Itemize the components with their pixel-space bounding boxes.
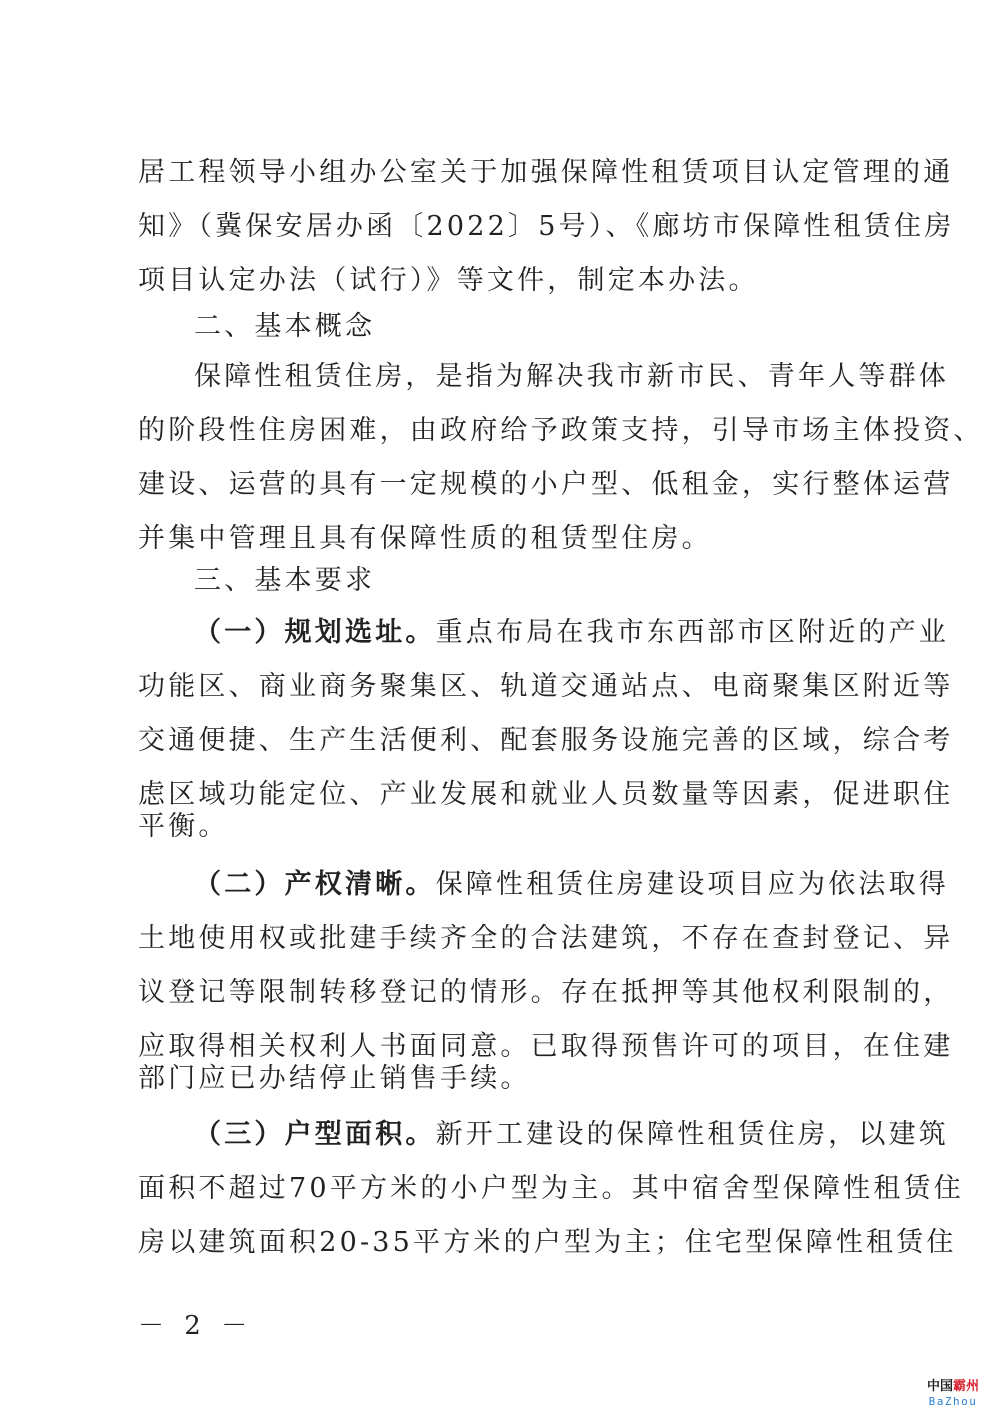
text-line: 并集中管理且具有保障性质的租赁型住房。 [138, 523, 712, 554]
text-line [138, 858, 950, 912]
watermark-chinese [918, 1379, 988, 1395]
item-text: 新开工建设的保障性租赁住房，以建筑 [435, 1119, 950, 1150]
item-text: 保障性租赁住房建设项目应为依法取得 [435, 869, 950, 900]
text-line: 知》（冀保安居办函〔2022〕5号）、《廊坊市保障性租赁住房 [138, 211, 955, 242]
paragraph-definition [138, 350, 984, 512]
text-line: 居工程领导小组办公室关于加强保障性租赁项目认定管理的通 [138, 157, 954, 188]
text-line [138, 1108, 950, 1162]
text-line: 建设、运营的具有一定规模的小户型、低租金，实行整体运营 [138, 469, 954, 500]
item-title: （三）户型面积。 [194, 1119, 436, 1150]
text-line: 面积不超过70平方米的小户型为主。其中宿舍型保障性租赁住 [138, 1173, 964, 1204]
text-line: 项目认定办法（试行）》等文件，制定本办法。 [138, 265, 759, 296]
item-property-rights-end [138, 1052, 866, 1106]
watermark-cn-part2: 霸州 [953, 1379, 980, 1394]
item-site-planning [138, 606, 954, 822]
text-line: 保障性租赁住房，是指为解决我市新市民、青年人等群体 [194, 361, 949, 392]
text-line: 部门应已办结停止销售手续。 [138, 1063, 531, 1094]
text-line: 议登记等限制转移登记的情形。存在抵押等其他权利限制的， [138, 977, 954, 1008]
text-line: 应取得相关权利人书面同意。已取得预售许可的项目，在住建 [138, 1031, 954, 1062]
page-number: － 2 － [138, 1311, 254, 1341]
item-title: （一）规划选址。 [194, 617, 436, 648]
item-site-planning-end [138, 800, 866, 854]
text-line: 土地使用权或批建手续齐全的合法建筑，不存在查封登记、异 [138, 923, 954, 954]
site-watermark-logo [918, 1379, 988, 1408]
section-heading-basic-requirements: 三、基本要求 [194, 565, 376, 596]
text-line: 平衡。 [138, 811, 229, 842]
watermark-cn-part1: 中国 [926, 1379, 953, 1394]
text-line: 的阶段性住房困难，由政府给予政策支持，引导市场主体投资、 [138, 415, 984, 446]
text-line: 房以建筑面积20-35平方米的户型为主；住宅型保障性租赁住 [138, 1227, 957, 1258]
item-text: 重点布局在我市东西部市区附近的产业 [435, 617, 950, 648]
watermark-english: BaZhou [928, 1395, 978, 1408]
text-line: 功能区、商业商务聚集区、轨道交通站点、电商聚集区附近等 [138, 671, 954, 702]
item-property-rights [138, 858, 954, 1074]
section-heading-basic-concept: 二、基本概念 [194, 311, 376, 342]
paragraph-intro [138, 146, 955, 254]
item-title: （二）产权清晰。 [194, 869, 436, 900]
text-line: 虑区域功能定位、产业发展和就业人员数量等因素，促进职住 [138, 779, 954, 810]
text-line [138, 606, 950, 660]
item-unit-area [138, 1108, 964, 1270]
text-line: 交通便捷、生产生活便利、配套服务设施完善的区域，综合考 [138, 725, 954, 756]
